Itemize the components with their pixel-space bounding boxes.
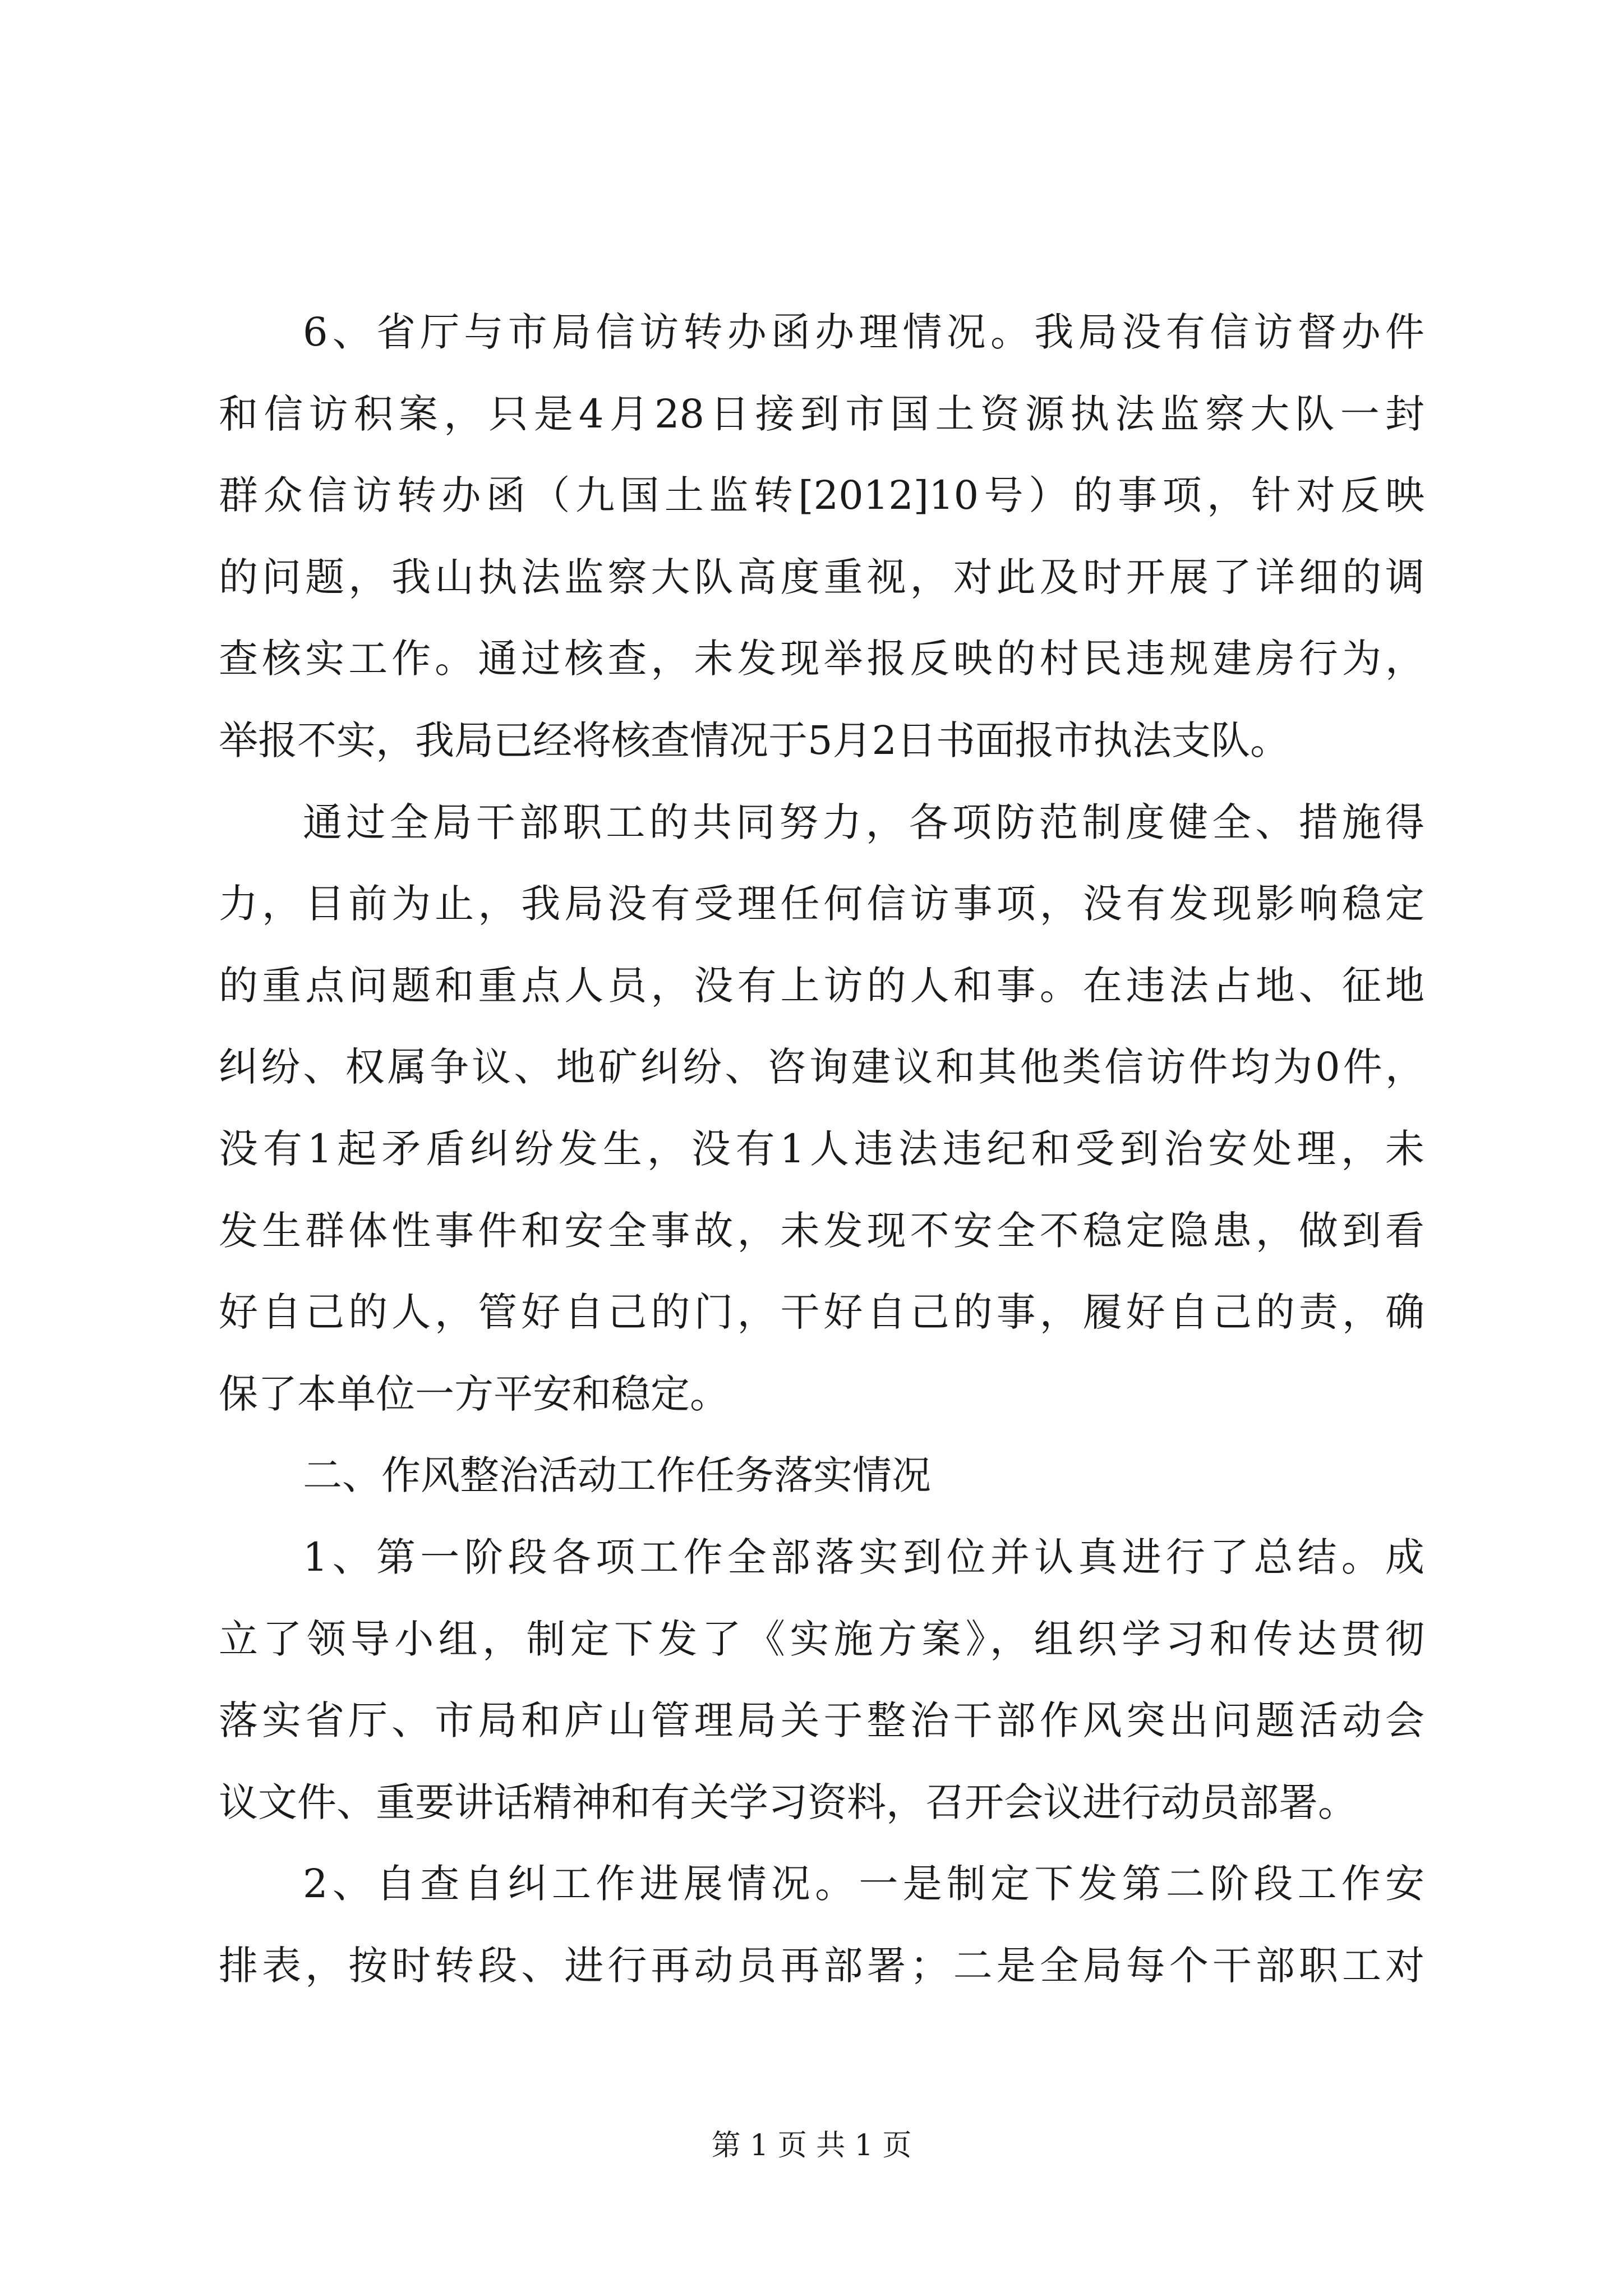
body-line-2: 和信访积案，只是4月28日接到市国土资源执法监察大队一封 [219,390,1424,437]
body-line-13: 好自己的人，管好自己的门，干好自己的事，履好自己的责，确 [219,1289,1424,1336]
body-line-11: 没有1起矛盾纠纷发生，没有1人违法违纪和受到治安处理，未 [219,1125,1424,1172]
body-line-18: 落实省厅、市局和庐山管理局关于整治干部作风突出问题活动会 [219,1697,1424,1744]
document-body [219,292,1424,2007]
section-heading: 二、作风整治活动工作任务落实情况 [303,1452,931,1499]
body-line-12: 发生群体性事件和安全事故，未发现不安全不稳定隐患，做到看 [219,1207,1424,1254]
body-line-20: 2、自查自纠工作进展情况。一是制定下发第二阶段工作安 [303,1861,1424,1907]
body-line-19: 议文件、重要讲话精神和有关学习资料，召开会议进行动员部署。 [219,1779,1357,1825]
body-line-6: 举报不实，我局已经将核查情况于5月2日书面报市执法支队。 [219,717,1290,763]
body-line-5: 查核实工作。通过核查，未发现举报反映的村民违规建房行为， [219,636,1424,682]
body-line-3: 群众信访转办函（九国土监转[2012]10号）的事项，针对反映 [219,472,1424,519]
body-line-7: 通过全局干部职工的共同努力，各项防范制度健全、措施得 [303,799,1424,845]
body-line-21: 排表，按时转段、进行再动员再部署；二是全局每个干部职工对 [219,1942,1424,1989]
page-footer: 第 1 页 共 1 页 [711,2129,912,2162]
body-line-4: 的问题，我山执法监察大队高度重视，对此及时开展了详细的调 [219,554,1424,600]
body-line-10: 纠纷、权属争议、地矿纠纷、咨询建议和其他类信访件均为0件， [219,1044,1424,1091]
body-line-14: 保了本单位一方平安和稳定。 [219,1370,729,1417]
body-line-1: 6、省厅与市局信访转办函办理情况。我局没有信访督办件 [303,309,1424,355]
body-line-9: 的重点问题和重点人员，没有上访的人和事。在违法占地、征地 [219,962,1424,1009]
body-line-16: 1、第一阶段各项工作全部落实到位并认真进行了总结。成 [303,1534,1424,1580]
body-line-8: 力，目前为止，我局没有受理任何信访事项，没有发现影响稳定 [219,881,1424,927]
body-line-17: 立了领导小组，制定下发了《实施方案》，组织学习和传达贯彻 [219,1616,1424,1662]
